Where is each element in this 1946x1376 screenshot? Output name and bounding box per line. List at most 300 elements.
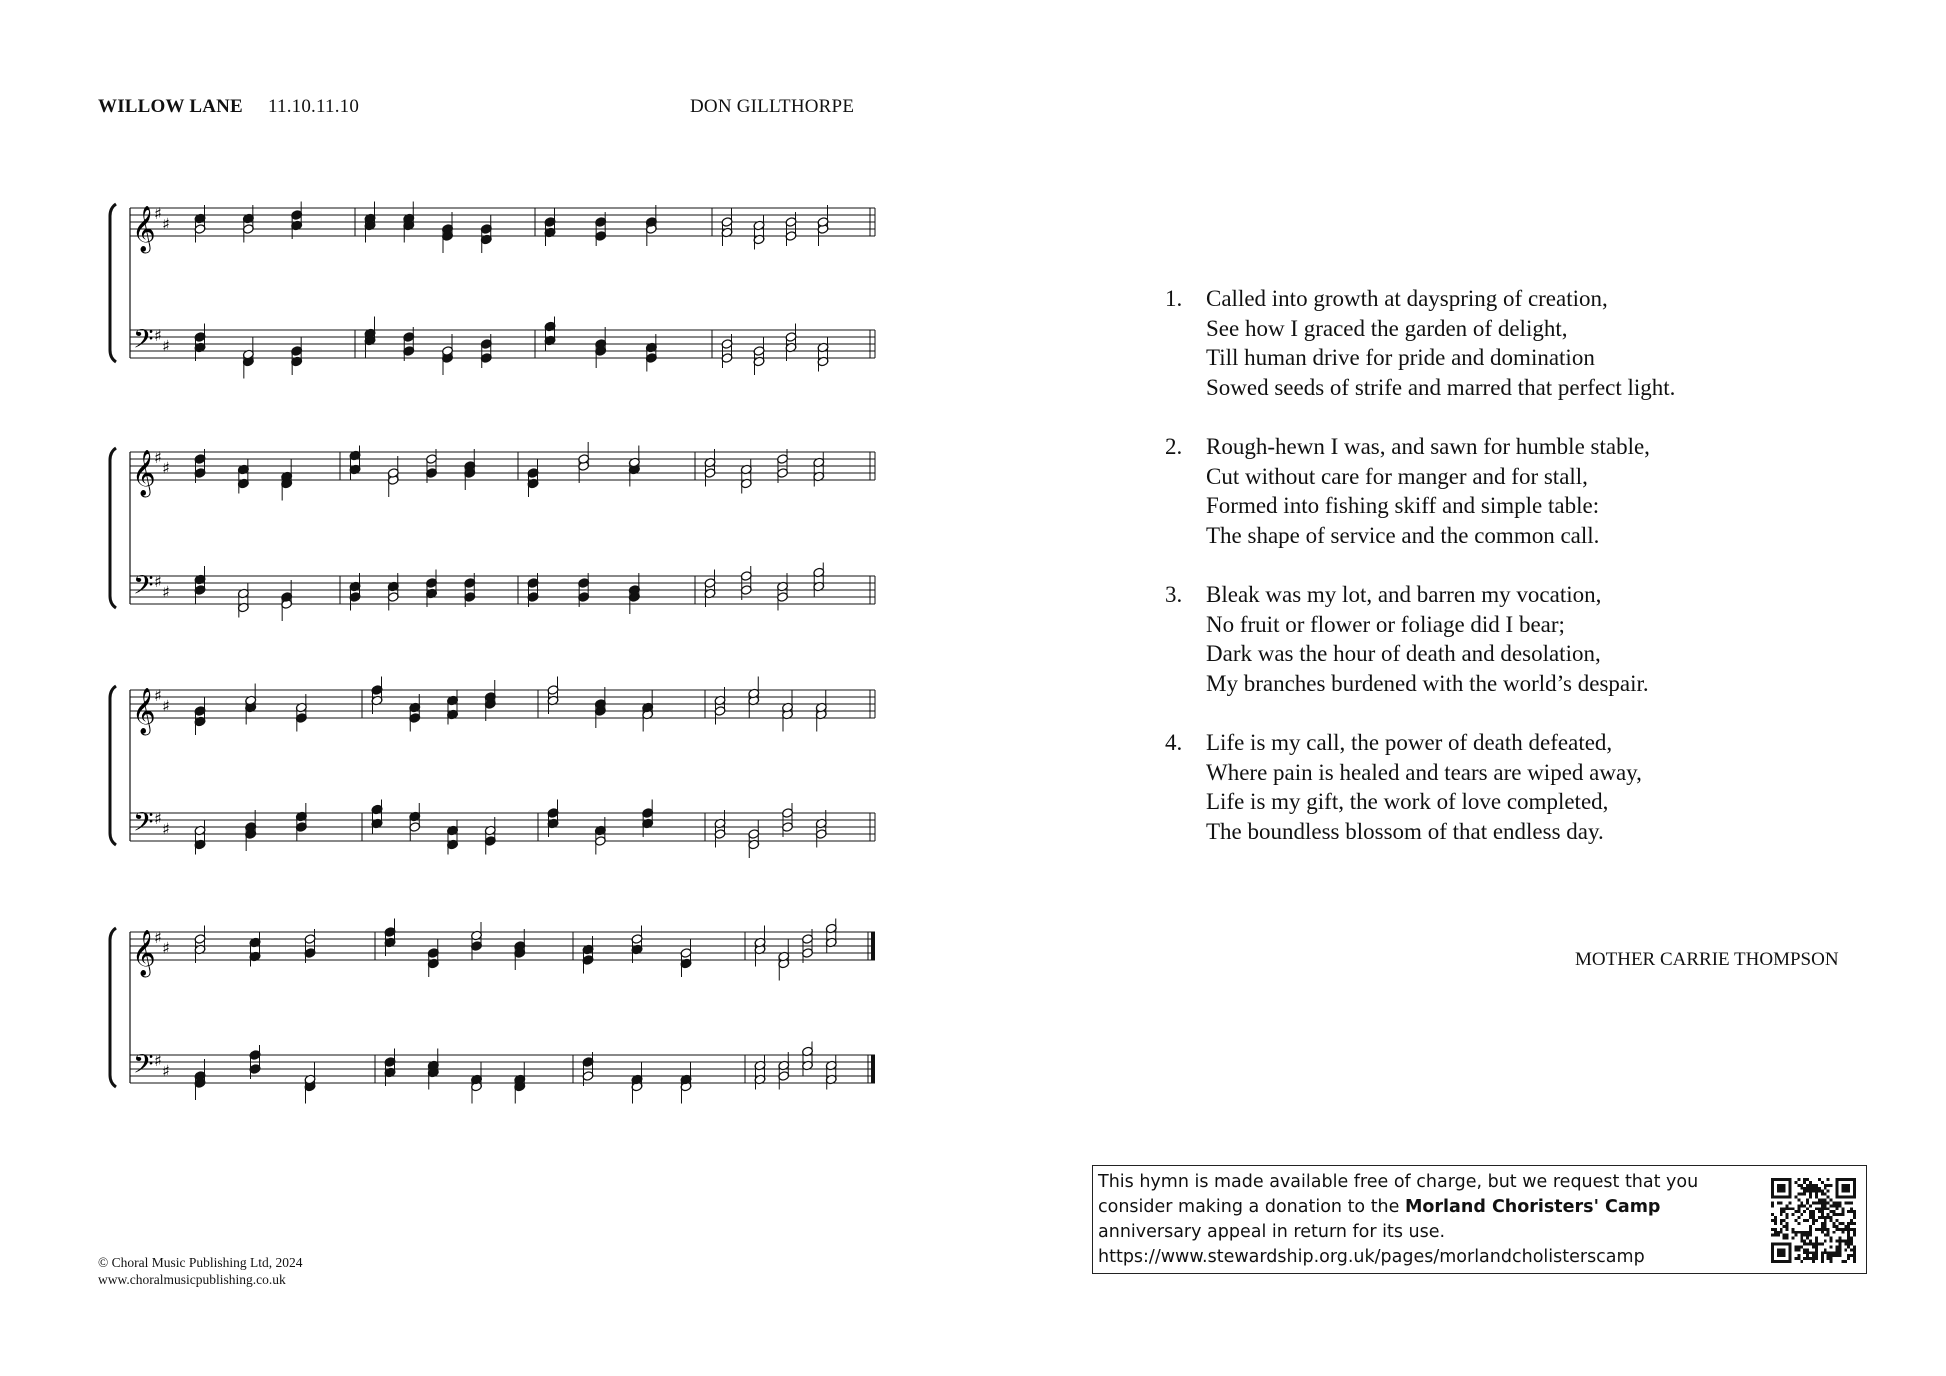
qr-module <box>1800 1204 1803 1207</box>
qr-module <box>1838 1251 1841 1254</box>
qr-module <box>1792 1237 1795 1240</box>
verse-line: My branches burdened with the world’s despair. <box>1206 670 1649 696</box>
qr-module <box>1783 1234 1786 1237</box>
qr-module <box>1774 1234 1777 1237</box>
qr-module <box>1838 1222 1841 1225</box>
qr-module <box>1841 1207 1844 1210</box>
qr-module <box>1821 1222 1824 1225</box>
qr-module <box>1815 1242 1818 1245</box>
qr-module <box>1800 1193 1803 1196</box>
qr-module <box>1792 1228 1795 1231</box>
qr-module <box>1821 1207 1824 1210</box>
qr-module <box>1815 1257 1818 1260</box>
qr-module <box>1806 1237 1809 1240</box>
key-sharp: ♯ <box>154 448 162 467</box>
qr-module <box>1847 1228 1850 1231</box>
qr-module <box>1821 1228 1824 1231</box>
qr-module <box>1809 1216 1812 1219</box>
verse-line: Where pain is healed and tears are wiped away, <box>1206 759 1642 785</box>
qr-module <box>1806 1190 1809 1193</box>
qr-module <box>1844 1260 1847 1263</box>
qr-module <box>1794 1231 1797 1234</box>
system-bracket <box>110 686 116 845</box>
verse-line: Rough-hewn I was, and sawn for humble stable, <box>1206 434 1650 459</box>
qr-module <box>1821 1204 1824 1207</box>
qr-module <box>1835 1240 1838 1243</box>
qr-module <box>1777 1201 1780 1204</box>
system-bracket <box>110 204 116 362</box>
qr-module <box>1809 1196 1812 1199</box>
author-name: MOTHER CARRIE THOMPSON <box>1575 949 1839 970</box>
qr-module <box>1812 1219 1815 1222</box>
qr-module <box>1833 1222 1836 1225</box>
qr-module <box>1830 1216 1833 1219</box>
qr-module <box>1774 1231 1777 1234</box>
qr-module <box>1841 1210 1844 1213</box>
qr-module <box>1830 1257 1833 1260</box>
qr-module <box>1850 1219 1853 1222</box>
donation-line: This hymn is made available free of charge, but we request that you <box>1098 1172 1699 1192</box>
qr-module <box>1806 1199 1809 1202</box>
verse-line: No fruit or flower or foliage did I bear; <box>1206 611 1565 637</box>
qr-module <box>1809 1187 1812 1190</box>
donation-line-prefix: consider making a donation to the <box>1098 1197 1405 1217</box>
qr-module <box>1771 1213 1774 1216</box>
copyright-footer <box>98 1254 303 1288</box>
qr-module <box>1780 1222 1783 1225</box>
qr-module <box>1812 1245 1815 1248</box>
qr-module <box>1818 1190 1821 1193</box>
verse-line: Formed into fishing skiff and simple table: <box>1206 493 1600 518</box>
system-bracket <box>110 448 116 608</box>
qr-module <box>1830 1204 1833 1207</box>
qr-module <box>1818 1199 1821 1202</box>
qr-module <box>1786 1222 1789 1225</box>
qr-module <box>1797 1207 1800 1210</box>
qr-module <box>1838 1242 1841 1245</box>
qr-module <box>1806 1254 1809 1257</box>
qr-module <box>1800 1231 1803 1234</box>
qr-module <box>1835 1204 1838 1207</box>
qr-module <box>1774 1222 1777 1225</box>
qr-module <box>1838 1228 1841 1231</box>
verse-number: 4. <box>1165 730 1183 755</box>
qr-module <box>1835 1219 1838 1222</box>
qr-module <box>1835 1228 1838 1231</box>
qr-module <box>1841 1260 1844 1263</box>
qr-module <box>1827 1251 1830 1254</box>
qr-module <box>1797 1178 1800 1181</box>
qr-module <box>1824 1187 1827 1190</box>
qr-module <box>1833 1225 1836 1228</box>
qr-module <box>1821 1225 1824 1228</box>
qr-module <box>1844 1228 1847 1231</box>
qr-module <box>1821 1199 1824 1202</box>
qr-module <box>1835 1225 1838 1228</box>
qr-module <box>1853 1234 1856 1237</box>
qr-module <box>1850 1240 1853 1243</box>
qr-module <box>1794 1210 1797 1213</box>
qr-module <box>1827 1196 1830 1199</box>
qr-module <box>1780 1231 1783 1234</box>
qr-module <box>1827 1201 1830 1204</box>
qr-module <box>1797 1245 1800 1248</box>
treble-clef: 𝄞 <box>132 930 156 976</box>
qr-module <box>1827 1216 1830 1219</box>
verse-line: Life is my gift, the work of love completed, <box>1206 789 1609 814</box>
qr-module <box>1809 1190 1812 1193</box>
qr-module <box>1786 1213 1789 1216</box>
qr-module <box>1812 1251 1815 1254</box>
donation-url[interactable]: https://www.stewardship.org.uk/pages/morlandcholisterscamp <box>1098 1247 1645 1267</box>
qr-module <box>1841 1231 1844 1234</box>
qr-module <box>1794 1181 1797 1184</box>
qr-module <box>1824 1225 1827 1228</box>
qr-module <box>1792 1213 1795 1216</box>
qr-module <box>1847 1245 1850 1248</box>
qr-module <box>1830 1240 1833 1243</box>
qr-module <box>1812 1190 1815 1193</box>
qr-module <box>1844 1225 1847 1228</box>
qr-module <box>1803 1219 1806 1222</box>
qr-module <box>1797 1254 1800 1257</box>
qr-module <box>1824 1240 1827 1243</box>
qr-module <box>1797 1204 1800 1207</box>
qr-module <box>1824 1201 1827 1204</box>
qr-module <box>1771 1204 1774 1207</box>
qr-module <box>1827 1213 1830 1216</box>
qr-module <box>1783 1219 1786 1222</box>
key-sharp: ♯ <box>154 928 162 947</box>
qr-module <box>1809 1242 1812 1245</box>
qr-module <box>1835 1254 1838 1257</box>
qr-module <box>1803 1187 1806 1190</box>
final-barline <box>871 1055 875 1083</box>
qr-module <box>1830 1251 1833 1254</box>
qr-module <box>1815 1207 1818 1210</box>
qr-module <box>1830 1245 1833 1248</box>
music-score <box>0 0 940 1120</box>
key-sharp: ♯ <box>154 1051 162 1070</box>
donation-text <box>1098 1170 1698 1270</box>
key-sharp: ♯ <box>162 582 170 602</box>
qr-module <box>1847 1242 1850 1245</box>
qr-module <box>1809 1234 1812 1237</box>
qr-module <box>1794 1248 1797 1251</box>
qr-module <box>1821 1231 1824 1234</box>
key-sharp: ♯ <box>162 214 170 234</box>
qr-module <box>1812 1184 1815 1187</box>
qr-module <box>1853 1210 1856 1213</box>
qr-module <box>1803 1251 1806 1254</box>
qr-module <box>1844 1248 1847 1251</box>
qr-module <box>1812 1216 1815 1219</box>
qr-module <box>1809 1257 1812 1260</box>
qr-module <box>1835 1248 1838 1251</box>
verse-3 <box>1165 580 1649 698</box>
qr-module <box>1841 1240 1844 1243</box>
qr-module <box>1833 1201 1836 1204</box>
qr-module <box>1806 1219 1809 1222</box>
qr-module <box>1850 1222 1853 1225</box>
qr-module <box>1809 1251 1812 1254</box>
qr-module <box>1830 1219 1833 1222</box>
key-sharp: ♯ <box>162 336 170 356</box>
qr-module <box>1809 1231 1812 1234</box>
qr-module <box>1847 1210 1850 1213</box>
verse-line: Sowed seeds of strife and marred that perfect light. <box>1206 374 1676 400</box>
qr-module <box>1800 1213 1803 1216</box>
qr-module <box>1838 1201 1841 1204</box>
key-sharp: ♯ <box>162 696 170 716</box>
qr-module <box>1786 1207 1789 1210</box>
verse-line: See how I graced the garden of delight, <box>1206 315 1568 341</box>
verse-2 <box>1165 432 1650 550</box>
qr-module <box>1806 1231 1809 1234</box>
qr-module <box>1800 1260 1803 1263</box>
verse-line: The shape of service and the common call. <box>1206 522 1600 548</box>
qr-module <box>1812 1201 1815 1204</box>
qr-module <box>1774 1216 1777 1219</box>
key-sharp: ♯ <box>154 809 162 828</box>
key-sharp: ♯ <box>162 819 170 839</box>
qr-module <box>1818 1242 1821 1245</box>
key-sharp: ♯ <box>154 204 162 223</box>
qr-module <box>1815 1245 1818 1248</box>
qr-module <box>1806 1251 1809 1254</box>
qr-module <box>1797 1222 1800 1225</box>
qr-module <box>1847 1231 1850 1234</box>
qr-module <box>1803 1190 1806 1193</box>
bass-clef: 𝄢 <box>133 323 154 361</box>
qr-module <box>1803 1240 1806 1243</box>
donation-line <box>1098 1195 1698 1220</box>
qr-module <box>1809 1210 1812 1213</box>
qr-module <box>1835 1251 1838 1254</box>
qr-module <box>1786 1216 1789 1219</box>
qr-module <box>1789 1207 1792 1210</box>
qr-module <box>1803 1231 1806 1234</box>
verse-number: 3. <box>1165 582 1183 607</box>
verse-line: Called into growth at dayspring of creation, <box>1206 286 1608 311</box>
qr-module <box>1853 1260 1856 1263</box>
qr-module <box>1818 1228 1821 1231</box>
qr-module <box>1821 1216 1824 1219</box>
qr-module <box>1850 1248 1853 1251</box>
qr-module <box>1812 1242 1815 1245</box>
qr-module <box>1850 1201 1853 1204</box>
qr-module <box>1797 1231 1800 1234</box>
qr-module <box>1850 1242 1853 1245</box>
qr-module <box>1850 1237 1853 1240</box>
verse-number: 1. <box>1165 286 1183 311</box>
qr-module <box>1838 1240 1841 1243</box>
qr-module <box>1833 1204 1836 1207</box>
qr-module <box>1794 1196 1797 1199</box>
qr-module <box>1818 1210 1821 1213</box>
qr-module <box>1821 1190 1824 1193</box>
qr-module <box>1771 1228 1774 1231</box>
qr-module <box>1818 1201 1821 1204</box>
qr-module <box>1771 1201 1774 1204</box>
qr-module <box>1844 1240 1847 1243</box>
qr-module <box>1853 1231 1856 1234</box>
qr-module <box>1827 1178 1830 1181</box>
qr-module <box>1818 1178 1821 1181</box>
qr-module <box>1841 1228 1844 1231</box>
qr-module <box>1824 1204 1827 1207</box>
qr-module <box>1827 1184 1830 1187</box>
qr-module <box>1827 1228 1830 1231</box>
qr-module <box>1824 1234 1827 1237</box>
qr-module <box>1827 1254 1830 1257</box>
qr-module <box>1841 1213 1844 1216</box>
qr-module <box>1833 1254 1836 1257</box>
qr-module <box>1833 1213 1836 1216</box>
qr-module <box>1806 1184 1809 1187</box>
qr-module <box>1853 1228 1856 1231</box>
key-sharp: ♯ <box>162 1061 170 1081</box>
qr-module <box>1815 1228 1818 1231</box>
qr-module <box>1809 1213 1812 1216</box>
treble-clef: 𝄞 <box>132 206 156 252</box>
qr-module <box>1847 1237 1850 1240</box>
qr-module <box>1797 1257 1800 1260</box>
qr-module <box>1794 1234 1797 1237</box>
donation-box <box>1092 1165 1867 1274</box>
verse-1 <box>1165 284 1675 402</box>
qr-module <box>1824 1199 1827 1202</box>
qr-module <box>1780 1228 1783 1231</box>
qr-module <box>1800 1234 1803 1237</box>
qr-module <box>1847 1234 1850 1237</box>
qr-module <box>1774 1219 1777 1222</box>
qr-module <box>1818 1216 1821 1219</box>
qr-module <box>1812 1213 1815 1216</box>
qr-module <box>1797 1184 1800 1187</box>
qr-module <box>1824 1216 1827 1219</box>
qr-module <box>1824 1184 1827 1187</box>
qr-module <box>1850 1254 1853 1257</box>
qr-module <box>1815 1248 1818 1251</box>
qr-module <box>1783 1210 1786 1213</box>
qr-module <box>1815 1196 1818 1199</box>
qr-module <box>1835 1213 1838 1216</box>
qr-module <box>1803 1242 1806 1245</box>
qr-module <box>1815 1237 1818 1240</box>
qr-module <box>1803 1193 1806 1196</box>
qr-module <box>1853 1245 1856 1248</box>
qr-module <box>1812 1260 1815 1263</box>
qr-module <box>1809 1184 1812 1187</box>
qr-module <box>1830 1237 1833 1240</box>
treble-clef: 𝄞 <box>132 688 156 734</box>
qr-module <box>1847 1222 1850 1225</box>
qr-module <box>1812 1222 1815 1225</box>
qr-code-icon[interactable] <box>1771 1178 1856 1263</box>
qr-module <box>1806 1234 1809 1237</box>
qr-module <box>1783 1225 1786 1228</box>
qr-module <box>1777 1234 1780 1237</box>
qr-module <box>1838 1248 1841 1251</box>
qr-module <box>1806 1201 1809 1204</box>
qr-module <box>1821 1251 1824 1254</box>
qr-module <box>1780 1213 1783 1216</box>
qr-module <box>1844 1242 1847 1245</box>
qr-module <box>1815 1254 1818 1257</box>
qr-module <box>1847 1257 1850 1260</box>
qr-module <box>1847 1201 1850 1204</box>
qr-module <box>1815 1190 1818 1193</box>
qr-module <box>1824 1228 1827 1231</box>
qr-module <box>1792 1231 1795 1234</box>
qr-module <box>1803 1204 1806 1207</box>
qr-module <box>1812 1254 1815 1257</box>
qr-module <box>1809 1240 1812 1243</box>
qr-module <box>1797 1199 1800 1202</box>
copyright-text: © Choral Music Publishing Ltd, 2024 <box>98 1255 303 1270</box>
qr-module <box>1797 1193 1800 1196</box>
qr-module <box>1853 1254 1856 1257</box>
key-sharp: ♯ <box>162 938 170 958</box>
qr-module <box>1783 1237 1786 1240</box>
qr-module <box>1838 1245 1841 1248</box>
qr-module <box>1827 1231 1830 1234</box>
qr-module <box>1812 1210 1815 1213</box>
qr-module <box>1806 1207 1809 1210</box>
qr-module <box>1815 1251 1818 1254</box>
qr-module <box>1800 1187 1803 1190</box>
qr-module <box>1806 1248 1809 1251</box>
qr-module <box>1777 1231 1780 1234</box>
qr-module <box>1780 1219 1783 1222</box>
qr-module <box>1853 1251 1856 1254</box>
qr-module <box>1853 1248 1856 1251</box>
qr-module <box>1800 1184 1803 1187</box>
verse-line: Till human drive for pride and domination <box>1206 345 1595 370</box>
qr-module <box>1786 1228 1789 1231</box>
bass-clef: 𝄢 <box>133 1048 154 1086</box>
qr-module <box>1800 1237 1803 1240</box>
key-sharp: ♯ <box>162 458 170 478</box>
qr-module <box>1821 1201 1824 1204</box>
qr-module <box>1833 1251 1836 1254</box>
qr-module <box>1809 1204 1812 1207</box>
bass-clef: 𝄢 <box>133 569 154 607</box>
qr-module <box>1780 1210 1783 1213</box>
qr-module <box>1815 1201 1818 1204</box>
qr-module <box>1827 1190 1830 1193</box>
qr-module <box>1824 1193 1827 1196</box>
qr-module <box>1824 1222 1827 1225</box>
qr-module <box>1824 1207 1827 1210</box>
qr-module <box>1786 1204 1789 1207</box>
qr-module <box>1794 1219 1797 1222</box>
verse-line: Life is my call, the power of death defeated, <box>1206 730 1613 755</box>
qr-module <box>1815 1187 1818 1190</box>
qr-module <box>1847 1254 1850 1257</box>
qr-module <box>1777 1248 1786 1257</box>
qr-module <box>1830 1199 1833 1202</box>
qr-module <box>1789 1201 1792 1204</box>
qr-module <box>1830 1184 1833 1187</box>
qr-module <box>1786 1234 1789 1237</box>
verse-line: Dark was the hour of death and desolation, <box>1206 641 1601 666</box>
qr-module <box>1797 1248 1800 1251</box>
qr-module <box>1847 1225 1850 1228</box>
qr-module <box>1806 1257 1809 1260</box>
qr-module <box>1794 1257 1797 1260</box>
